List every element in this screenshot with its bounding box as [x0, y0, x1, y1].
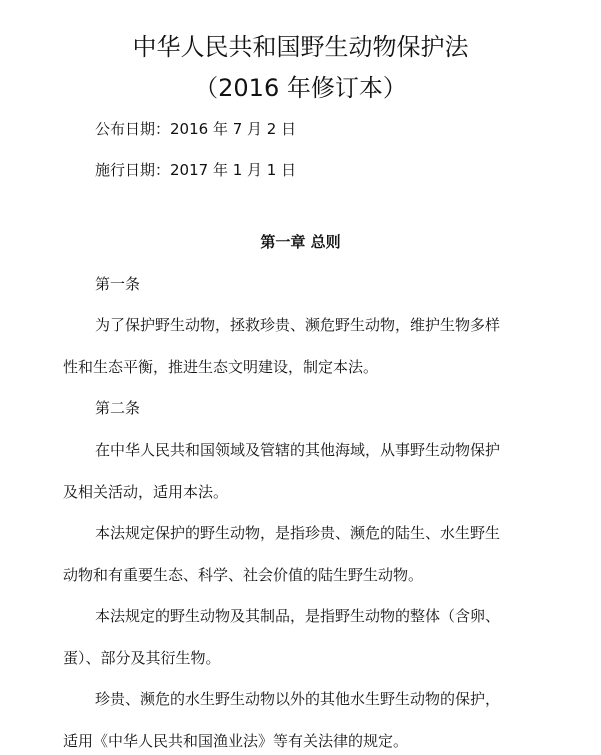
article-heading: 第二条 [95, 399, 141, 417]
paragraph-line: 性和生态平衡，推进生态文明建设，制定本法。 [63, 358, 379, 376]
paragraph-line: 动物和有重要生态、科学、社会价值的陆生野生动物。 [63, 566, 424, 584]
paragraph-line: 适用《中华人民共和国渔业法》等有关法律的规定。 [63, 732, 409, 750]
chapter-heading: 第一章 总则 [260, 233, 341, 251]
paragraph-line: 在中华人民共和国领域及管辖的其他海域，从事野生动物保护 [95, 441, 501, 459]
paragraph-line: 本法规定的野生动物及其制品，是指野生动物的整体（含卵、 [95, 607, 501, 625]
paragraph-line: 蛋）、部分及其衍生物。 [63, 649, 221, 667]
promulgation-date: 公布日期：2016 年 7 月 2 日 [95, 120, 297, 138]
paragraph-line: 及相关活动，适用本法。 [63, 483, 229, 501]
paragraph-line: 珍贵、濒危的水生野生动物以外的其他水生野生动物的保护， [95, 690, 501, 708]
document-subtitle: （2016 年修订本） [194, 74, 407, 102]
paragraph-line: 为了保护野生动物，拯救珍贵、濒危野生动物，维护生物多样 [95, 316, 501, 334]
paragraph-line: 本法规定保护的野生动物，是指珍贵、濒危的陆生、水生野生 [95, 524, 501, 542]
document-title: 中华人民共和国野生动物保护法 [132, 33, 469, 61]
effective-date: 施行日期：2017 年 1 月 1 日 [95, 161, 297, 179]
article-heading: 第一条 [95, 275, 141, 293]
